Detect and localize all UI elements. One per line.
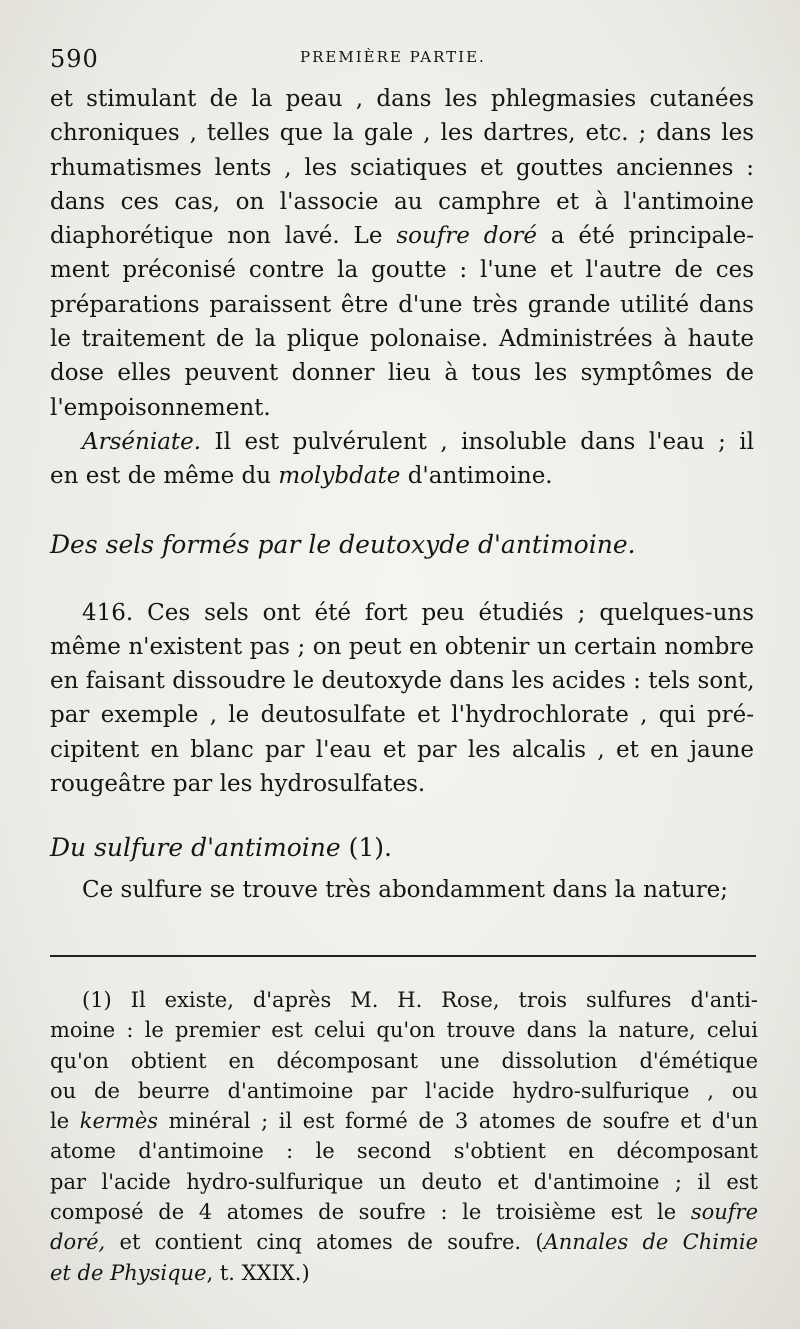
text-line: l'empoisonnement.: [50, 394, 271, 421]
text-fragment: composé de 4 atomes de soufre : le troisième est le: [50, 1200, 677, 1225]
heading-text: Du sulfure d'antimoine: [50, 833, 341, 863]
text-fragment: , t. XXIX.): [206, 1260, 310, 1285]
page-number: 590: [50, 45, 99, 73]
text-line: le traitement de la plique polonaise. Administrées à haute: [50, 326, 754, 353]
footnote: [50, 985, 758, 1288]
paragraph-4: [50, 873, 754, 907]
footnote-divider: [50, 955, 756, 957]
footnote-line: moine : le premier est celui qu'on trouve dans la nature, celui: [50, 1018, 758, 1043]
italic-term: doré,: [50, 1230, 106, 1255]
footnote-line: par l'acide hydro-sulfurique un deuto et d'antimoine ; il est: [50, 1169, 758, 1194]
text-line: préparations paraissent être d'une très grande utilité dans: [50, 291, 754, 318]
italic-term: molybdate: [278, 463, 401, 490]
text-line: [50, 459, 754, 493]
text-fragment: a été principale-: [550, 223, 754, 250]
italic-term: soufre doré: [396, 223, 537, 250]
italic-term: Annales de Chimie: [543, 1230, 758, 1255]
text-fragment: d'antimoine.: [407, 463, 553, 490]
text-line: par exemple , le deutosulfate et l'hydrochlorate , qui pré-: [50, 702, 754, 729]
text-fragment: le: [50, 1109, 70, 1134]
section-heading: Des sels formés par le deutoxyde d'antimoine.: [50, 529, 636, 559]
text-line: [50, 219, 754, 253]
page-header: [50, 44, 750, 74]
footnote-line: [50, 1227, 758, 1257]
text-line: dans ces cas, on l'associe au camphre et à l'antimoine: [50, 188, 754, 215]
text-line: rougeâtre par les hydrosulfates.: [50, 771, 426, 798]
text-fragment: Il est pulvérulent , insoluble dans l'eau ; il: [214, 428, 755, 455]
footnote-line: [50, 1258, 758, 1288]
text-line: même n'existent pas ; on peut en obtenir un certain nombre: [50, 633, 754, 660]
paragraph-3: [50, 596, 754, 802]
text-fragment: et contient cinq atomes de soufre. (: [119, 1230, 544, 1255]
running-head: PREMIÈRE PARTIE.: [300, 48, 486, 66]
footnote-marker: (1).: [348, 833, 392, 863]
text-fragment: minéral ; il est formé de 3 atomes de soufre et d'un: [168, 1109, 758, 1134]
italic-term: Arséniate.: [82, 428, 202, 455]
text-line: Ce sulfure se trouve très abondamment dans la nature;: [82, 877, 729, 904]
section-heading: [50, 831, 754, 865]
italic-term: et de Physique: [50, 1260, 207, 1285]
footnote-line: [50, 1197, 758, 1227]
paragraph-2: [50, 425, 754, 494]
text-fragment: en est de même du: [50, 463, 272, 490]
text-line: rhumatismes lents , les sciatiques et gouttes anciennes :: [50, 154, 754, 181]
paragraph-1: [50, 82, 754, 425]
text-line: dose elles peuvent donner lieu à tous les symptômes de: [50, 360, 754, 387]
italic-term: kermès: [79, 1109, 159, 1134]
text-line: 416. Ces sels ont été fort peu étudiés ; quelques-uns: [82, 599, 754, 626]
footnote-line: ou de beurre d'antimoine par l'acide hydro-sulfurique , ou: [50, 1078, 758, 1103]
footnote-line: qu'on obtient en décomposant une dissolution d'émétique: [50, 1048, 758, 1073]
italic-term: soufre: [690, 1200, 758, 1225]
footnote-line: atome d'antimoine : le second s'obtient en décomposant: [50, 1139, 758, 1164]
text-line: [50, 425, 754, 459]
text-line: cipitent en blanc par l'eau et par les alcalis , et en jaune: [50, 736, 754, 763]
text-line: en faisant dissoudre le deutoxyde dans les acides : tels sont,: [50, 668, 755, 695]
text-line: ment préconisé contre la goutte : l'une et l'autre de ces: [50, 257, 754, 284]
main-text: [50, 82, 754, 908]
text-fragment: diaphorétique non lavé. Le: [50, 223, 383, 250]
footnote-line: (1) Il existe, d'après M. H. Rose, trois sulfures d'anti-: [82, 988, 758, 1012]
footnote-line: [50, 1106, 758, 1136]
text-line: chroniques , telles que la gale , les dartres, etc. ; dans les: [50, 120, 754, 147]
text-line: et stimulant de la peau , dans les phlegmasies cutanées: [50, 86, 754, 112]
